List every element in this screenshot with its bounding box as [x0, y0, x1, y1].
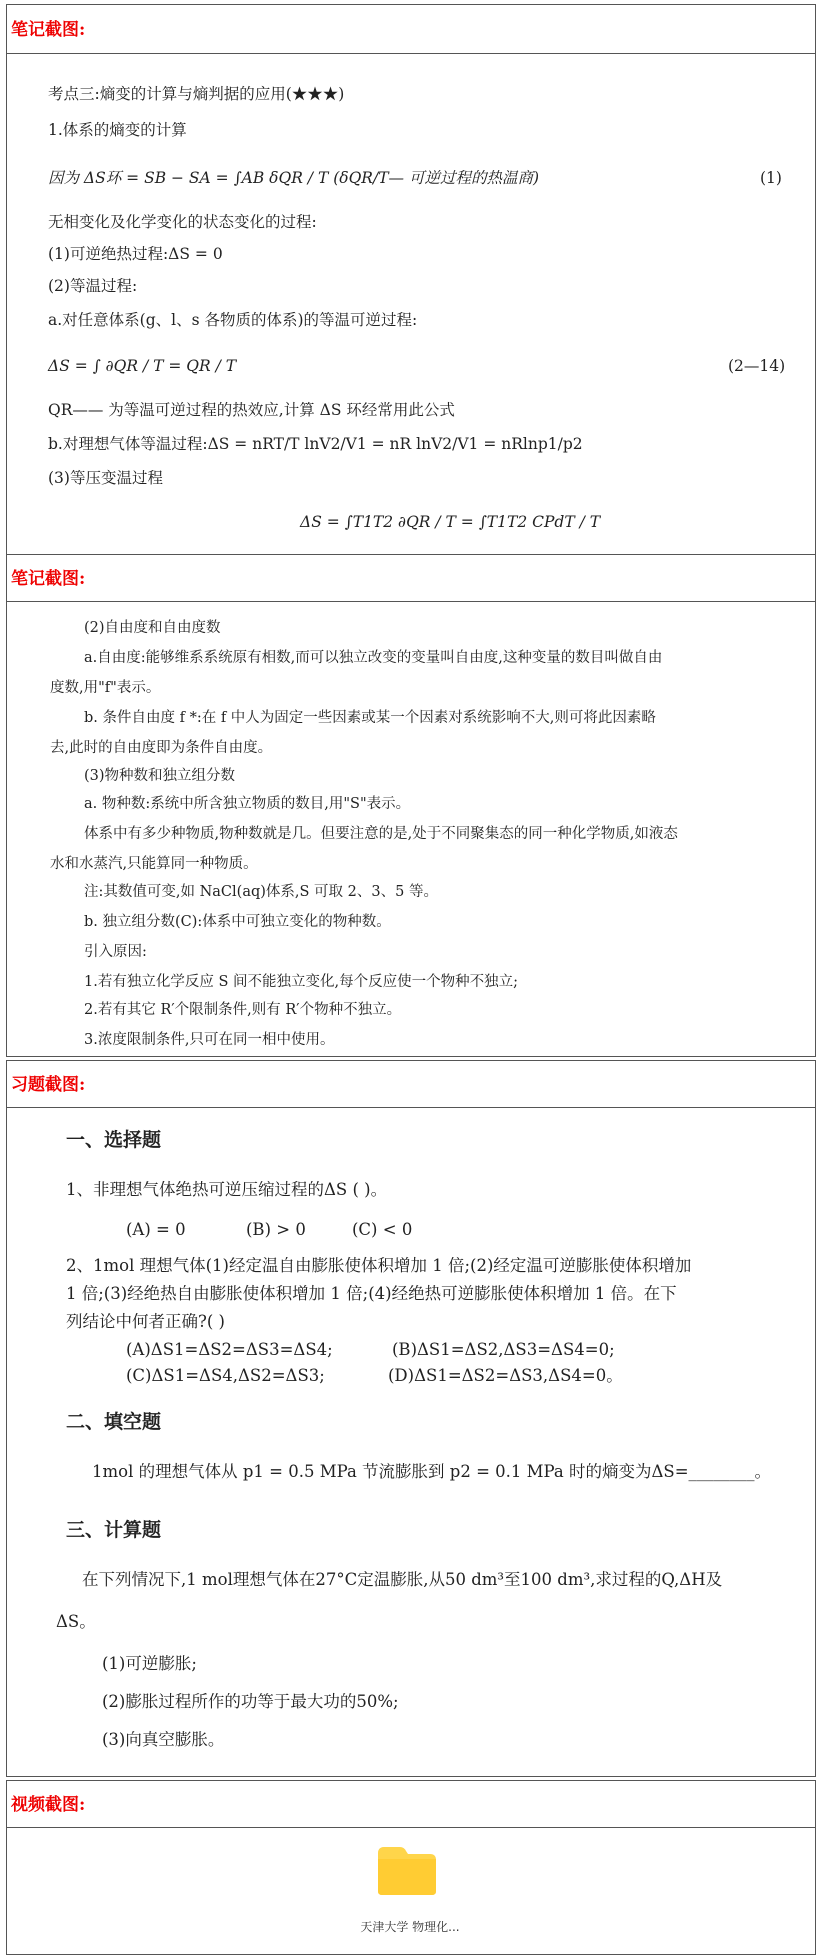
- notes2-line-3: 度数,用"f"表示。: [50, 680, 161, 696]
- notes2-line-9: 水和水蒸汽,只能算同一种物质。: [50, 856, 258, 872]
- calc-part-1: (1)可逆膨胀;: [102, 1654, 197, 1673]
- notes2-line-4: b. 条件自由度 f *:在 f 中人为固定一些因素或某一个因素对系统影响不大,则可将此因素略: [84, 710, 656, 726]
- notes2-line-7: a. 物种数:系统中所含独立物质的数目,用"S"表示。: [84, 796, 411, 812]
- heading-fill: 二、填空题: [66, 1411, 162, 1433]
- notes2-line-10: 注:其数值可变,如 NaCl(aq)体系,S 可取 2、3、5 等。: [84, 884, 438, 900]
- question-2-line-3: 列结论中何者正确?( ): [66, 1312, 225, 1331]
- notes-header-1-label: 笔记截图:: [11, 20, 86, 40]
- q1-option-c: (C) < 0: [352, 1220, 413, 1239]
- calc-question-line-2: ΔS。: [56, 1612, 96, 1631]
- notes-header-1: [6, 4, 816, 54]
- q1-option-a: (A) = 0: [126, 1220, 186, 1239]
- equation-1: 因为 ΔS环 = SB − SA = ∫AB δQR / T (δQR/T— 可逆过程的热温商): [48, 169, 540, 187]
- notes-header-2-label: 笔记截图:: [11, 569, 86, 589]
- calc-question-line-1: 在下列情况下,1 mol理想气体在27°C定温膨胀,从50 dm³至100 dm³,求过程的Q,ΔH及: [82, 1570, 723, 1589]
- folder-icon[interactable]: [376, 1845, 438, 1897]
- video-file-name[interactable]: 天津大学 物理化...: [360, 1920, 460, 1934]
- text-line-a: 无相变化及化学变化的状态变化的过程:: [48, 213, 317, 231]
- video-header-label: 视频截图:: [11, 1795, 86, 1815]
- subheading-entropy-calc: 1.体系的熵变的计算: [48, 121, 187, 139]
- notes2-line-8: 体系中有多少种物质,物种数就是几。但要注意的是,处于不同聚集态的同一种化学物质,如液态: [84, 826, 678, 842]
- q2-option-c: (C)ΔS1=ΔS4,ΔS2=ΔS3;: [126, 1366, 325, 1385]
- heading-calc: 三、计算题: [66, 1519, 162, 1541]
- notes2-line-5: 去,此时的自由度即为条件自由度。: [50, 740, 273, 756]
- notes2-line-1: (2)自由度和自由度数: [84, 620, 221, 636]
- notes2-line-6: (3)物种数和独立组分数: [84, 768, 236, 784]
- fill-question: 1mol 的理想气体从 p1 = 0.5 MPa 节流膨胀到 p2 = 0.1 MPa 时的熵变为ΔS=________。: [92, 1462, 772, 1481]
- q1-option-b: (B) > 0: [246, 1220, 306, 1239]
- text-line-e: QR—— 为等温可逆过程的热效应,计算 ΔS 环经常用此公式: [48, 401, 455, 419]
- question-2-line-1: 2、1mol 理想气体(1)经定温自由膨胀使体积增加 1 倍;(2)经定温可逆膨胀使体积增加: [66, 1256, 692, 1275]
- equation-1-number: (1): [760, 169, 782, 187]
- equation-2-number: (2—14): [728, 357, 786, 375]
- equation-2: ΔS = ∫ ∂QR / T = QR / T: [48, 357, 237, 375]
- exercise-header-label: 习题截图:: [11, 1075, 86, 1095]
- notes2-line-11: b. 独立组分数(C):体系中可独立变化的物种数。: [84, 914, 391, 930]
- video-header: [6, 1780, 816, 1828]
- notes2-line-14: 2.若有其它 R′个限制条件,则有 R′个物种不独立。: [84, 1002, 402, 1018]
- exercise-header: [6, 1060, 816, 1108]
- notes2-line-13: 1.若有独立化学反应 S 间不能独立变化,每个反应使一个物种不独立;: [84, 974, 518, 990]
- calc-part-2: (2)膨胀过程所作的功等于最大功的50%;: [102, 1692, 399, 1711]
- calc-part-3: (3)向真空膨胀。: [102, 1730, 225, 1749]
- heading-choice: 一、选择题: [66, 1129, 162, 1151]
- notes2-line-15: 3.浓度限制条件,只可在同一相中使用。: [84, 1032, 335, 1048]
- text-line-d: a.对任意体系(g、l、s 各物质的体系)的等温可逆过程:: [48, 311, 418, 329]
- text-line-c: (2)等温过程:: [48, 277, 138, 295]
- equation-3: ΔS = ∫T1T2 ∂QR / T = ∫T1T2 CPdT / T: [300, 513, 601, 531]
- question-2-line-2: 1 倍;(3)经绝热自由膨胀使体积增加 1 倍;(4)经绝热可逆膨胀使体积增加 1 倍。在下: [66, 1284, 677, 1303]
- notes-header-2: [6, 554, 816, 602]
- text-line-b: (1)可逆绝热过程:ΔS = 0: [48, 245, 223, 263]
- text-line-f: b.对理想气体等温过程:ΔS = nRT/T lnV2/V1 = nR lnV2/V1 = nRlnp1/p2: [48, 435, 583, 453]
- text-line-g: (3)等压变温过程: [48, 469, 163, 487]
- question-1: 1、非理想气体绝热可逆压缩过程的ΔS ( )。: [66, 1180, 388, 1199]
- notes2-line-2: a.自由度:能够维系系统原有相数,而可以独立改变的变量叫自由度,这种变量的数目叫做自由: [84, 650, 663, 666]
- q2-option-b: (B)ΔS1=ΔS2,ΔS3=ΔS4=0;: [392, 1340, 615, 1359]
- q2-option-d: (D)ΔS1=ΔS2=ΔS3,ΔS4=0。: [388, 1366, 623, 1385]
- q2-option-a: (A)ΔS1=ΔS2=ΔS3=ΔS4;: [126, 1340, 333, 1359]
- notes2-line-12: 引入原因:: [84, 944, 147, 960]
- topic-title: 考点三:熵变的计算与熵判据的应用(★★★): [48, 85, 345, 103]
- exercise-content: [6, 1107, 816, 1777]
